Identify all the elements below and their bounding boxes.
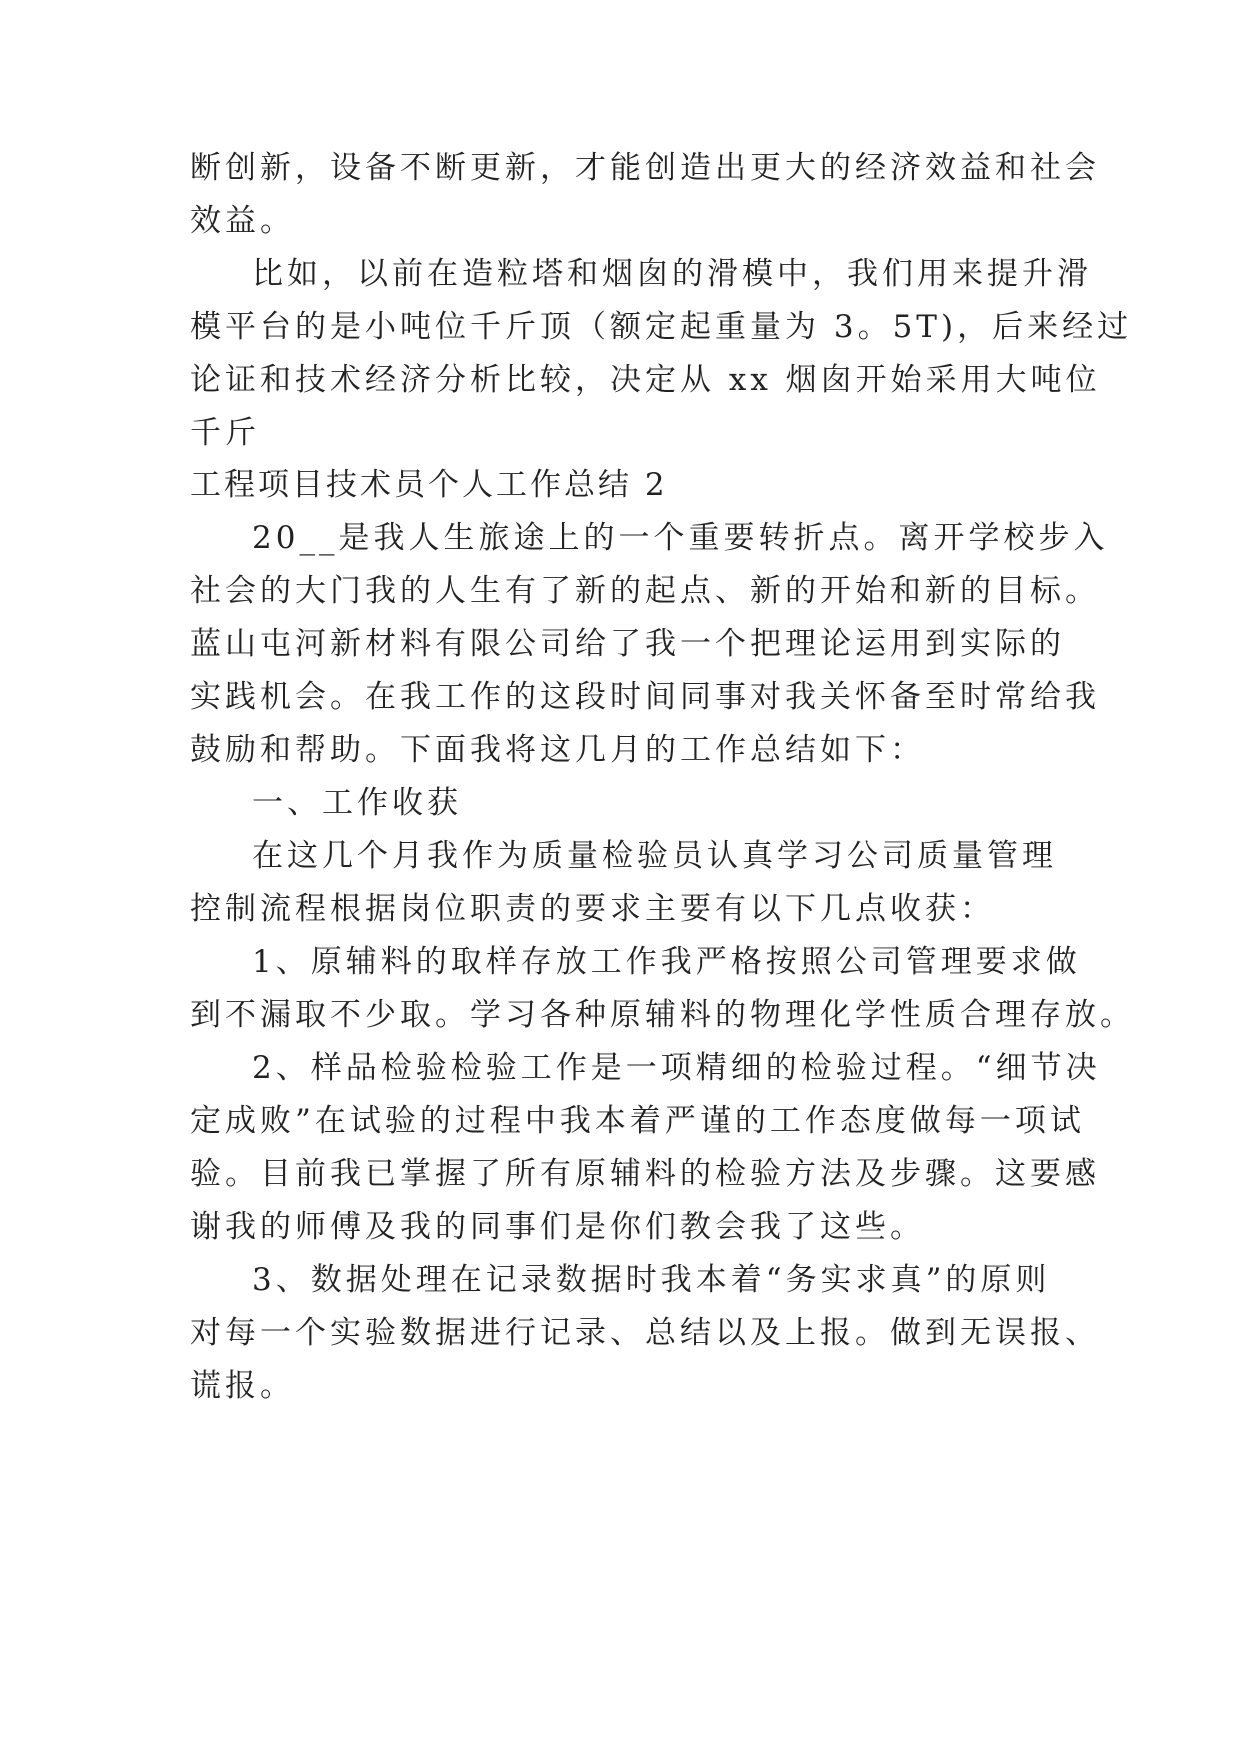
text-line: 实践机会。在我工作的这段时间同事对我关怀备至时常给我 [190, 679, 1100, 715]
paragraph-first-line: 在这几个月我作为质量检验员认真学习公司质量管理 [252, 838, 1057, 874]
text-line: 千斤 [190, 415, 260, 451]
text-line: 模平台的是小吨位千斤顶（额定起重量为 3。5T)，后来经过 [190, 309, 1133, 345]
text-line: 谢我的师傅及我的同事们是你们教会我了这些。 [190, 1209, 925, 1245]
text-line: 对每一个实验数据进行记录、总结以及上报。做到无误报、 [190, 1315, 1100, 1351]
text-line: 谎报。 [190, 1368, 295, 1404]
text-line: 社会的大门我的人生有了新的起点、新的开始和新的目标。 [190, 573, 1100, 609]
text-line: 鼓励和帮助。下面我将这几月的工作总结如下： [190, 732, 925, 768]
text-line: 效益。 [190, 203, 295, 239]
paragraph-first-line: 2、样品检验检验工作是一项精细的检验过程。“细节决 [252, 1050, 1101, 1086]
subsection-heading: 一、工作收获 [252, 785, 462, 821]
text-line: 蓝山屯河新材料有限公司给了我一个把理论运用到实际的 [190, 626, 1065, 662]
text-line: 到不漏取不少取。学习各种原辅料的物理化学性质合理存放。 [190, 997, 1135, 1033]
paragraph-first-line: 比如，以前在造粒塔和烟囱的滑模中，我们用来提升滑 [252, 256, 1092, 292]
text-line: 断创新，设备不断更新，才能创造出更大的经济效益和社会 [190, 150, 1100, 186]
text-line: 验。目前我已掌握了所有原辅料的检验方法及步骤。这要感 [190, 1156, 1100, 1192]
paragraph-first-line: 1、原辅料的取样存放工作我严格按照公司管理要求做 [252, 944, 1081, 980]
section-heading: 工程项目技术员个人工作总结 2 [190, 467, 668, 503]
paragraph-first-line: 20__是我人生旅途上的一个重要转折点。离开学校步入 [252, 520, 1109, 556]
text-line: 定成败”在试验的过程中我本着严谨的工作态度做每一项试 [190, 1103, 1085, 1139]
text-line: 控制流程根据岗位职责的要求主要有以下几点收获： [190, 891, 995, 927]
paragraph-first-line: 3、数据处理在记录数据时我本着“务实求真”的原则 [252, 1262, 1051, 1298]
text-line: 论证和技术经济分析比较，决定从 xx 烟囱开始采用大吨位 [190, 362, 1101, 398]
